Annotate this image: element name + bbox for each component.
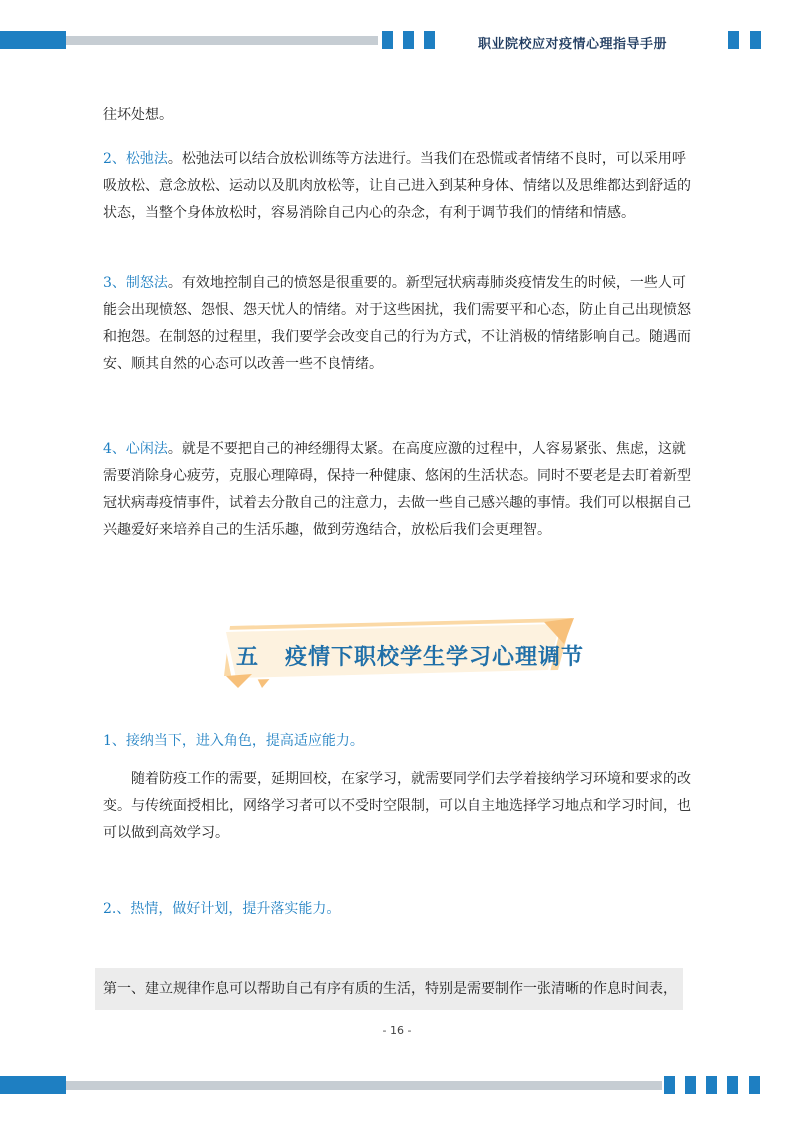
header-title: 职业院校应对疫情心理指导手册 <box>478 37 668 52</box>
footer-left-block <box>0 1076 66 1094</box>
footer-square <box>706 1076 717 1094</box>
footer-square <box>727 1076 738 1094</box>
section-number: 五 <box>236 645 260 670</box>
paragraph-continuation: 往坏处想。 <box>103 107 173 123</box>
subsection-paragraph: 随着防疫工作的需要，延期回校，在家学习，就需要同学们去学着接纳学习环境和要求的改变。与传统面授相比，网络学习者可以不受时空限制，可以自主地选择学习地点和学习时间，也可以做到高效学习。 <box>103 771 691 841</box>
header-square <box>750 31 761 49</box>
header-square <box>728 31 739 49</box>
footer-square <box>685 1076 696 1094</box>
subsection-heading: 1、接纳当下，进入角色，提高适应能力。 <box>103 733 364 749</box>
paragraph-anger-control <box>103 270 693 378</box>
item-label: 4、心闲法 <box>103 441 168 457</box>
footer-bar <box>66 1081 662 1090</box>
header-square <box>424 31 435 49</box>
header-square <box>382 31 393 49</box>
section-title-text: 疫情下职校学生学习心理调节 <box>285 645 585 670</box>
header-left-block <box>0 31 66 49</box>
item-label: 2、松弛法 <box>103 151 168 167</box>
highlight-box-text: 第一、建立规律作息可以帮助自己有序有质的生活，特别是需要制作一张清晰的作息时间表， <box>103 981 677 997</box>
item-label: 3、制怒法 <box>103 275 168 291</box>
item-text: 。就是不要把自己的神经绷得太紧。在高度应激的过程中，人容易紧张、焦虑，这就需要消除身心疲劳，克服心理障碍，保持一种健康、悠闲的生活状态。同时不要老是去盯着新型冠状病毒疫情事件，试着去分散自己的注意力，去做一些自己感兴趣的事情。我们可以根据自己兴趣爱好来培养自己的生活乐趣，做到劳逸结合，放松后我们会更理智。 <box>103 441 691 538</box>
footer-square <box>664 1076 675 1094</box>
footer-square <box>749 1076 760 1094</box>
page-number: - 16 - <box>382 1024 412 1037</box>
paragraph-relaxed-mind <box>103 436 693 544</box>
subsection-heading: 2.、热情，做好计划，提升落实能力。 <box>103 901 341 917</box>
item-text: 。有效地控制自己的愤怒是很重要的。新型冠状病毒肺炎疫情发生的时候，一些人可能会出现愤怒、怨恨、怨天忧人的情绪。对于这些困扰，我们需要平和心态，防止自己出现愤怒和抱怨。在制怒的过程里，我们要学会改变自己的行为方式，不让消极的情绪影响自己。随遇而安、顺其自然的心态可以改善一些不良情绪。 <box>103 275 691 372</box>
item-text: 。松弛法可以结合放松训练等方法进行。当我们在恐慌或者情绪不良时，可以采用呼吸放松、意念放松、运动以及肌肉放松等，让自己进入到某种身体、情绪以及思维都达到舒适的状态，当整个身体放松时，容易消除自己内心的杂念，有利于调节我们的情绪和情感。 <box>103 151 691 221</box>
header-bar <box>66 36 378 45</box>
header-square <box>403 31 414 49</box>
section-title <box>236 640 584 671</box>
paragraph-relaxation <box>103 146 693 227</box>
